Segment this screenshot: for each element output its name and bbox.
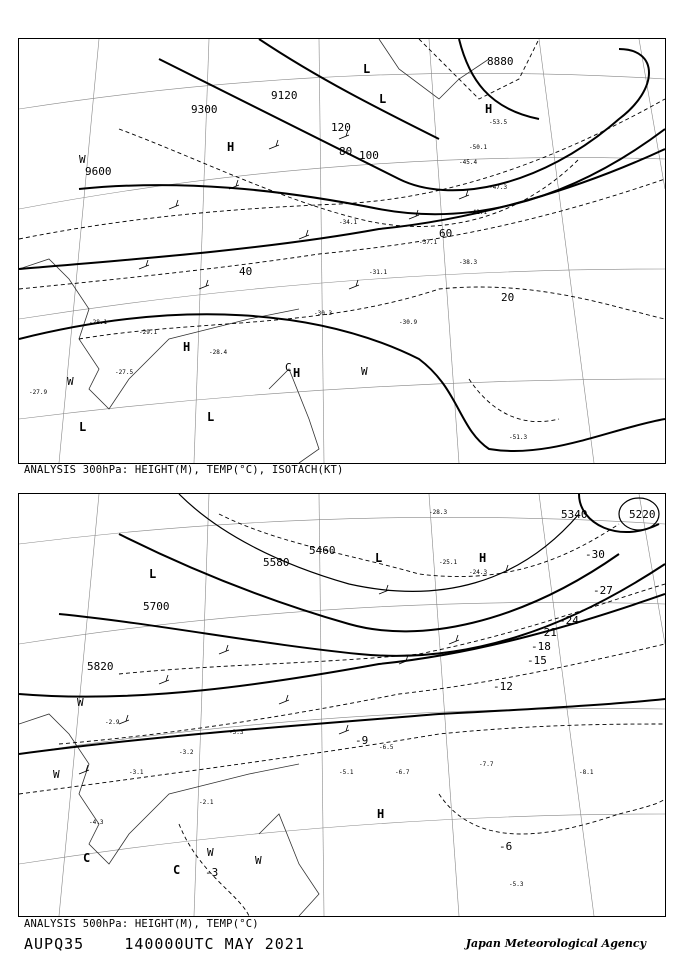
pressure-center: L: [149, 567, 157, 581]
temp-plot: -5.3: [509, 881, 524, 888]
panel-caption-300hpa: ANALYSIS 300hPa: HEIGHT(M), TEMP(°C), ISOTACH(KT): [24, 464, 344, 476]
pressure-center: H: [293, 366, 301, 380]
pressure-center: L: [379, 92, 387, 106]
temp-plot: -51.3: [509, 434, 528, 441]
temp-plot: -3.3: [229, 729, 244, 736]
temp-plot: -8.1: [579, 769, 594, 776]
map-panel-300hpa: [18, 38, 666, 464]
height-label: 5700: [143, 600, 170, 613]
center-marker: W: [79, 153, 86, 166]
temp-plot: -30.9: [399, 319, 418, 326]
temp-plot: -24.3: [469, 569, 488, 576]
wind-barbs: [79, 565, 509, 774]
pressure-center: L: [79, 420, 87, 434]
temp-plot: -53.5: [489, 119, 508, 126]
center-marker: W: [207, 846, 214, 859]
height-label: 5460: [309, 544, 336, 557]
height-label: 9600: [85, 165, 112, 178]
map-panel-500hpa: [18, 493, 666, 917]
isotherm-label: -24: [559, 614, 579, 627]
wind-barbs: [139, 130, 469, 289]
temp-plot: -27.9: [29, 389, 48, 396]
temp-plot: -7.7: [479, 761, 494, 768]
pressure-center-group: [79, 62, 492, 434]
coastline: [19, 39, 489, 463]
isotach-label: 120: [331, 121, 351, 134]
temp-plot: -6.7: [395, 769, 410, 776]
temp-plot: -4.3: [89, 819, 104, 826]
chart-header: [24, 935, 305, 953]
center-marker: W: [53, 768, 60, 781]
panel-caption-500hpa: ANALYSIS 500hPa: HEIGHT(M), TEMP(°C): [24, 918, 259, 930]
temp-plot: -27.5: [115, 369, 134, 376]
isotherm-label: -9: [355, 734, 369, 747]
height-label: 9300: [191, 103, 218, 116]
temp-plot: -45.4: [459, 159, 478, 166]
pressure-center: C: [173, 863, 181, 877]
temp-plot: -3.1: [129, 769, 144, 776]
pressure-center: H: [183, 340, 191, 354]
temp-plot: -25.1: [439, 559, 458, 566]
height-label: 5340: [561, 508, 588, 521]
center-marker: W: [361, 365, 368, 378]
marker-group: [53, 696, 262, 867]
center-marker: C: [285, 361, 292, 374]
pressure-center: L: [363, 62, 371, 76]
temp-plot-group: [89, 509, 594, 888]
isotherm-label: -6: [499, 840, 513, 853]
center-marker: W: [255, 854, 262, 867]
map-500hpa: [19, 494, 665, 916]
temp-plot: -38.3: [459, 259, 478, 266]
coastline: [19, 714, 319, 916]
isotherm-label: -12: [493, 680, 513, 693]
height-label: 5820: [87, 660, 114, 673]
pressure-center: H: [485, 102, 493, 116]
isotach-label: 60: [439, 227, 453, 240]
temp-plot: -41.1: [469, 209, 488, 216]
temp-plot: -50.1: [469, 144, 488, 151]
height-contours: [19, 39, 665, 451]
temp-plot: -29.1: [139, 329, 158, 336]
graticule: [19, 494, 665, 916]
temp-plot: -47.3: [489, 184, 508, 191]
isotherm-label: -30: [585, 548, 605, 561]
graticule: [19, 39, 665, 463]
pressure-center: H: [227, 140, 235, 154]
chart-code: AUPQ35: [24, 935, 85, 953]
height-label: 5580: [263, 556, 290, 569]
temp-plot: -31.1: [369, 269, 388, 276]
temp-plot: -6.5: [379, 744, 394, 751]
temp-plot: -37.1: [419, 239, 438, 246]
isotherm-label: -18: [531, 640, 551, 653]
temp-plot: -28.1: [89, 319, 108, 326]
pressure-center: L: [207, 410, 215, 424]
temp-plot: -5.1: [339, 769, 354, 776]
isotach-label: 80: [339, 145, 353, 158]
center-marker: W: [77, 696, 84, 709]
temp-plot: -3.2: [179, 749, 194, 756]
center-marker: W: [67, 375, 74, 388]
isotach-label: 40: [239, 265, 253, 278]
isotach-lines: [19, 39, 665, 422]
temp-plot: -34.1: [339, 219, 358, 226]
height-label-group: [87, 508, 656, 673]
isotherm-label: -21: [537, 626, 557, 639]
isotach-label: 100: [359, 149, 379, 162]
temp-plot: -2.1: [199, 799, 214, 806]
valid-time: 140000UTC MAY 2021: [124, 935, 305, 953]
height-label: 5220: [629, 508, 656, 521]
pressure-center: C: [83, 851, 91, 865]
agency-name: Japan Meteorological Agency: [465, 937, 646, 950]
isotherm-label: -15: [527, 654, 547, 667]
pressure-center: H: [377, 807, 385, 821]
pressure-center: H: [479, 551, 487, 565]
map-300hpa: [19, 39, 665, 463]
pressure-center: L: [375, 551, 383, 565]
temp-plot: -30.3: [314, 310, 333, 317]
temp-plot: -2.9: [105, 719, 120, 726]
isotherm-label: -27: [593, 584, 613, 597]
temp-plot: -28.4: [209, 349, 228, 356]
height-label: 9120: [271, 89, 298, 102]
isotach-label: 20: [501, 291, 515, 304]
height-label: 8880: [487, 55, 514, 68]
temp-plot: -28.3: [429, 509, 448, 516]
isotherm-label: -3: [205, 866, 219, 879]
